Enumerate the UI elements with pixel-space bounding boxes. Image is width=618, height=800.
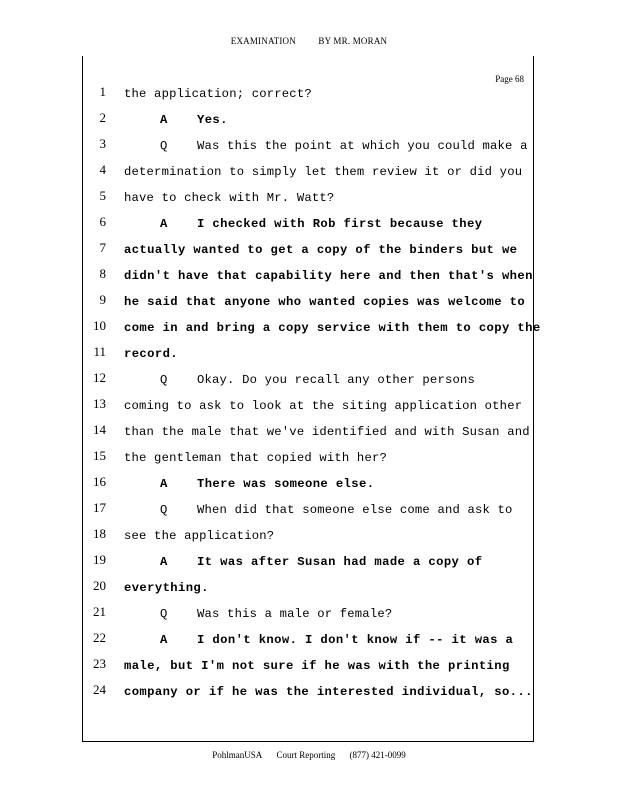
line-text <box>124 451 524 465</box>
header-examiner: BY MR. MORAN <box>318 36 388 46</box>
line-number: 19 <box>93 552 106 567</box>
transcript-line <box>0 630 618 656</box>
line-text <box>124 191 524 205</box>
transcript-line <box>0 318 618 344</box>
line-text <box>124 347 524 361</box>
line-body: determination to simply let them review it or did you <box>124 165 523 179</box>
line-text <box>124 269 533 283</box>
header-examination: EXAMINATION <box>230 36 296 46</box>
line-body: actually wanted to get a copy of the binders but we <box>124 243 518 257</box>
transcript-line <box>0 266 618 292</box>
answer-marker: A <box>160 477 168 491</box>
line-text <box>124 87 524 101</box>
footer-company: PohlmanUSA <box>212 750 263 760</box>
line-body: didn't have that capability here and then that's when <box>124 269 533 283</box>
line-text <box>124 399 524 413</box>
line-text <box>160 373 560 387</box>
line-number: 8 <box>99 266 106 281</box>
line-body: I checked with Rob first because they <box>197 217 483 231</box>
line-text <box>160 633 560 647</box>
line-body: coming to ask to look at the siting application other <box>124 399 523 413</box>
line-body: come in and bring a copy service with them to copy the <box>124 321 541 335</box>
answer-marker: A <box>160 633 168 647</box>
transcript-line <box>0 656 618 682</box>
line-text <box>160 477 560 491</box>
line-body: Okay. Do you recall any other persons <box>197 373 476 387</box>
line-body: have to check with Mr. Watt? <box>124 191 335 205</box>
question-marker: Q <box>160 503 168 517</box>
line-body: When did that someone else come and ask to <box>197 503 513 517</box>
transcript-line <box>0 682 618 708</box>
line-number: 17 <box>93 500 106 515</box>
transcript-line <box>0 396 618 422</box>
line-text <box>160 607 560 621</box>
line-text <box>124 295 524 309</box>
line-body: everything. <box>124 581 209 595</box>
line-number: 10 <box>93 318 106 333</box>
transcript-line <box>0 136 618 162</box>
transcript-line <box>0 422 618 448</box>
page-number: Page 68 <box>495 74 524 84</box>
line-number: 14 <box>93 422 106 437</box>
transcript-line <box>0 162 618 188</box>
answer-marker: A <box>160 113 168 127</box>
line-text <box>160 113 560 127</box>
line-number: 9 <box>99 292 106 307</box>
line-number: 4 <box>99 162 106 177</box>
transcript-line <box>0 474 618 500</box>
line-text <box>124 321 541 335</box>
line-text <box>124 425 530 439</box>
line-text <box>124 659 524 673</box>
line-body: the application; correct? <box>124 87 312 101</box>
transcript-line <box>0 188 618 214</box>
line-body: than the male that we've identified and with Susan and <box>124 425 530 439</box>
transcript-lines <box>0 84 618 708</box>
page-footer <box>0 750 618 760</box>
line-number: 21 <box>93 604 106 619</box>
transcript-line <box>0 292 618 318</box>
transcript-line <box>0 578 618 604</box>
line-body: I don't know. I don't know if -- it was a <box>197 633 514 647</box>
transcript-line <box>0 110 618 136</box>
line-body: he said that anyone who wanted copies was welcome to <box>124 295 526 309</box>
line-text <box>124 685 533 699</box>
line-number: 1 <box>99 84 106 99</box>
line-body: There was someone else. <box>197 477 375 491</box>
transcript-line <box>0 604 618 630</box>
line-text <box>160 217 560 231</box>
line-text <box>124 165 524 179</box>
line-number: 15 <box>93 448 106 463</box>
line-number: 6 <box>99 214 106 229</box>
line-number: 24 <box>93 682 106 697</box>
answer-marker: A <box>160 217 168 231</box>
line-body: Yes. <box>197 113 228 127</box>
line-text <box>160 555 560 569</box>
line-text <box>124 243 524 257</box>
transcript-line <box>0 240 618 266</box>
line-text <box>124 581 524 595</box>
line-body: the gentleman that copied with her? <box>124 451 387 465</box>
line-number: 16 <box>93 474 106 489</box>
line-body: It was after Susan had made a copy of <box>197 555 483 569</box>
line-body: see the application? <box>124 529 275 543</box>
line-body: Was this the point at which you could make a <box>197 139 528 153</box>
page-header <box>0 36 618 46</box>
transcript-line <box>0 344 618 370</box>
line-body: male, but I'm not sure if he was with the printing <box>124 659 510 673</box>
line-text <box>160 139 560 153</box>
line-body: record. <box>124 347 178 361</box>
line-body: company or if he was the interested individual, so... <box>124 685 533 699</box>
line-number: 3 <box>99 136 106 151</box>
line-number: 20 <box>93 578 106 593</box>
transcript-line <box>0 448 618 474</box>
line-number: 2 <box>99 110 106 125</box>
transcript-line <box>0 84 618 110</box>
line-text <box>160 503 560 517</box>
line-body: Was this a male or female? <box>197 607 393 621</box>
line-number: 22 <box>93 630 106 645</box>
question-marker: Q <box>160 139 168 153</box>
line-number: 13 <box>93 396 106 411</box>
transcript-line <box>0 526 618 552</box>
transcript-line <box>0 552 618 578</box>
transcript-line <box>0 370 618 396</box>
footer-phone: (877) 421-0099 <box>349 750 406 760</box>
question-marker: Q <box>160 373 168 387</box>
question-marker: Q <box>160 607 168 621</box>
line-text <box>124 529 524 543</box>
line-number: 18 <box>93 526 106 541</box>
footer-service: Court Reporting <box>276 750 336 760</box>
answer-marker: A <box>160 555 168 569</box>
line-number: 7 <box>99 240 106 255</box>
transcript-line <box>0 500 618 526</box>
line-number: 23 <box>93 656 106 671</box>
line-number: 12 <box>93 370 106 385</box>
transcript-line <box>0 214 618 240</box>
line-number: 5 <box>99 188 106 203</box>
line-number: 11 <box>93 344 106 359</box>
